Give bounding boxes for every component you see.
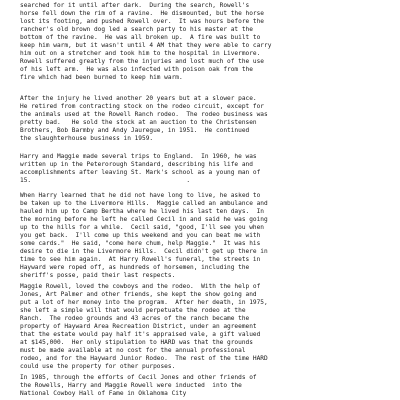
- text-line: rodeo, and for the Hayward Junior Rodeo. The rest of the time HARD: [20, 355, 268, 362]
- text-line: written up in the Peterorough Standard, describing his life and: [20, 161, 253, 168]
- text-line: up to the hills for a while. Cecil said, "good, I'll see you when: [20, 224, 265, 231]
- text-line: put a lot of her money into the program. After her death, in 1975,: [20, 299, 268, 306]
- text-line: that the estate would pay half it's appraised vale, a gift valued: [20, 331, 261, 338]
- text-line: of his left arm. He was also infected with poison oak from the: [20, 66, 253, 73]
- paragraph-rescue: [20, 2, 392, 82]
- text-line: she left a simple will that would perpetuate the rodeo at the: [20, 307, 246, 314]
- text-line: In 1985, through the efforts of Cecil Jones and other friends of: [20, 374, 257, 381]
- text-line: be taken up to the Livermore Hills. Maggie called an ambulance and: [20, 200, 268, 207]
- text-line: National Cowboy Hall of Fame in Oklahoma City: [20, 390, 187, 397]
- text-line: Rowell suffered greatly from the injuries and lost much of the use: [20, 58, 265, 65]
- text-line: sheriff's posse, paid their last respects.: [20, 272, 176, 279]
- text-line: could use the property for other purposes.: [20, 363, 176, 370]
- paragraph-maggie: [20, 283, 392, 371]
- text-line: at $145,000. Her only stipulation to HARD was that the grounds: [20, 339, 253, 346]
- text-line: bottom of the ravine. He was all broken up. A fire was built to: [20, 34, 261, 41]
- text-line: him out on a stretcher and took him to the hospital in Livermore.: [20, 50, 261, 57]
- text-line: the slaughterhouse business in 1959.: [20, 135, 154, 142]
- text-line: desire to die in the Livermore Hills. Cecil didn't get up there in: [20, 248, 268, 255]
- text-line: rancher's old brown dog led a search party to his master at the: [20, 26, 253, 33]
- text-line: must be made available at no cost for the annual professional: [20, 347, 246, 354]
- text-line: Brothers, Bob Barmby and Andy Jauregue, in 1951. He continued: [20, 127, 250, 134]
- text-line: you get back. I'll come up this weekend and you can beat me with: [20, 232, 261, 239]
- text-line: When Harry learned that he did not have long to live, he asked to: [20, 192, 261, 199]
- text-line: some cards." He said, "come here chum, help Maggie." It was his: [20, 240, 261, 247]
- text-line: the Rowells, Harry and Maggie Rowell were inducted into the: [20, 382, 242, 389]
- text-line: 15. .: [20, 177, 191, 184]
- text-line: Hayward were roped off, as hundreds of horsemen, including the: [20, 264, 250, 271]
- paragraph-england: [20, 153, 392, 185]
- text-line: the animals used at the Rowell Ranch rodeo. The rodeo business was: [20, 111, 268, 118]
- text-line: He retired from contracting stock on the rodeo circuit, except for: [20, 103, 265, 110]
- text-line: horse fell down the rim of a ravine. He dismounted, but the horse: [20, 10, 265, 17]
- text-line: the morning before he left he called Cecil in and said he was going: [20, 216, 268, 223]
- text-line: After the injury he lived another 20 years but at a slower pace.: [20, 95, 257, 102]
- text-line: keep him warm, but it wasn't until 4 AM that they were able to carry: [20, 42, 272, 49]
- text-line: pretty bad. He sold the stock at an auction to the Christensen: [20, 119, 257, 126]
- text-line: Ranch. The rodeo grounds and 43 acres of the ranch became the: [20, 315, 250, 322]
- text-line: Jones, Art Palmer and other friends, she kept the show going and: [20, 291, 257, 298]
- paragraph-last-days: [20, 192, 392, 280]
- paragraph-hall-of-fame: [20, 374, 392, 398]
- text-line: hauled him up to Camp Bertha where he lived his last ten days. In: [20, 208, 265, 215]
- text-line: searched for it until after dark. During the search, Rowell's: [20, 2, 250, 9]
- text-line: fire which had been burned to keep him warm.: [20, 74, 183, 81]
- paragraph-retirement: [20, 95, 392, 143]
- text-line: Maggie Rowell, loved the cowboys and the rodeo. With the help of: [20, 283, 261, 290]
- text-line: time to see him again. At Harry Rowell's funeral, the streets in: [20, 256, 261, 263]
- text-line: accomplishments after leaving St. Mark's school as a young man of: [20, 169, 261, 176]
- text-line: Harry and Maggie made several trips to England. In 1960, he was: [20, 153, 257, 160]
- text-line: lost its footing, and pushed Rowell over. It was hours before the: [20, 18, 265, 25]
- text-line: property of Hayward Area Recreation District, under an agreement: [20, 323, 257, 330]
